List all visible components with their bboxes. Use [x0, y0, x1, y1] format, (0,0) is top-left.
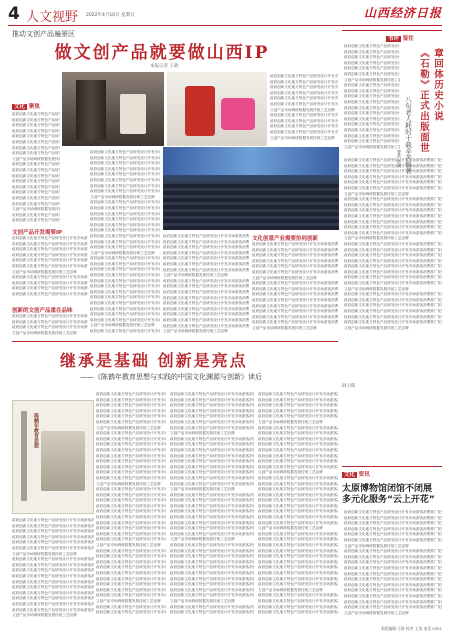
- museum-headline-line-1: 太原博物馆闭馆不闭展: [342, 484, 433, 494]
- section-name: 人文视野: [26, 10, 79, 25]
- article-body-col2: [90, 150, 160, 336]
- novel-body-top: [344, 44, 400, 154]
- book-cover-title: 陈鹤年教育思想: [33, 413, 39, 448]
- museum-tag-label: 文化: [344, 472, 356, 478]
- museum-tag-text: 资讯: [358, 472, 370, 478]
- subhead-1: 文创产品开发需要IP: [12, 230, 63, 236]
- novel-subtitle: 八旬老人耗时十载辛苦编著: [404, 96, 412, 174]
- article-body-col4: [252, 242, 338, 336]
- subhead-3: 文化创意产业需要协同创新: [252, 236, 319, 242]
- novel-tag: [386, 34, 416, 42]
- newspaper-logo: 山西经济日报: [363, 6, 442, 20]
- page-header: [8, 4, 442, 26]
- article-body-col1b: [12, 236, 88, 302]
- museum-body: [344, 510, 442, 622]
- article-headline: 做文创产品就要做山西IP: [54, 43, 270, 63]
- museum-rule: [342, 466, 442, 467]
- novel-tag-label: 书评: [388, 36, 400, 42]
- subhead-2: 创新的文创产品重在品味: [12, 308, 73, 314]
- tag-label: 文化: [14, 104, 26, 110]
- article-body-col5: [270, 74, 338, 144]
- museum-headline-line-2: 多元化服务“云上开花”: [342, 495, 435, 505]
- article-byline: 本报记者 王晓: [150, 64, 179, 69]
- article-body-col3: [163, 234, 249, 336]
- bottom-body-col3: [258, 392, 338, 622]
- page-footer: 本版编辑 王海 校对 王涛 电话 0351: [380, 626, 442, 631]
- bottom-body-col1: [96, 392, 166, 622]
- article-body-col1: [12, 112, 60, 224]
- bottom-article-title: 继承是基础 创新是亮点: [60, 351, 248, 370]
- photo-souvenir-products: [167, 72, 267, 146]
- bottom-body-col0: [12, 518, 94, 622]
- book-cover-image: [12, 400, 94, 514]
- museum-headline: [342, 484, 442, 506]
- novel-title-a: 章回体历史小说: [432, 48, 443, 122]
- tag-text: 聚焦: [28, 104, 40, 110]
- bottom-article-byline: 阎力斯: [342, 384, 356, 389]
- novel-title-b: 《石勒》正式出版面世: [418, 48, 429, 153]
- photo-cultural-products: [62, 72, 164, 146]
- museum-tag: [342, 470, 372, 478]
- novel-tag-text: 鉴往: [402, 36, 414, 42]
- page-number: 4: [8, 4, 20, 24]
- right-column-rule: [342, 30, 442, 31]
- article-kicker: 推动文创产品遍景区: [12, 30, 75, 38]
- issue-date: 2022年4月10日 星期日: [86, 13, 135, 18]
- novel-author: 曹禹 焦刚: [397, 150, 402, 168]
- section-tag: [12, 102, 42, 110]
- bottom-article-subtitle: ——《陈鹤年教育思想与实践的中国文化渊源与创新》读后: [80, 373, 262, 381]
- novel-body: [344, 158, 442, 332]
- bottom-body-col2: [170, 392, 254, 622]
- section-divider: [12, 341, 338, 342]
- article-body-col1c: [12, 314, 88, 336]
- photo-conference-hall: [163, 147, 339, 230]
